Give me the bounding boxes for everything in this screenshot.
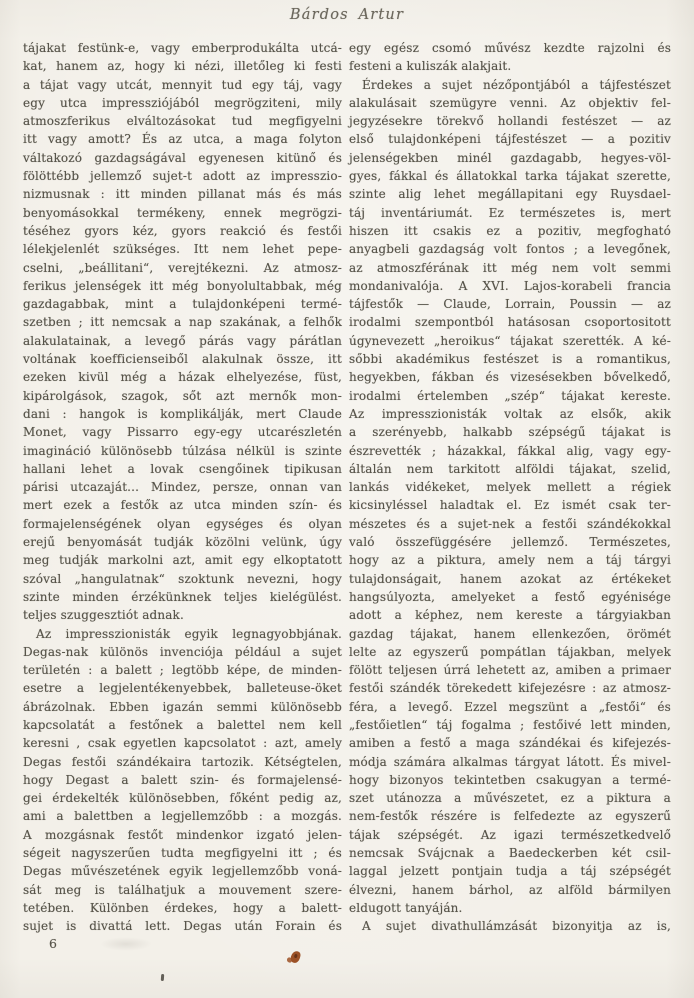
paragraph [349,917,671,935]
ink-blot-stain [290,950,302,964]
text-line: élvezni, hanem bárhol, az alföld bármilyen [349,882,671,897]
text-line: jegyzésekre törekvő hollandi festészet — az [349,114,671,129]
paragraph [23,625,342,936]
text-line: féra, a levegő. Ezzel megszünt a „festői“ és [349,699,671,714]
text-line: teljes szuggesztiót adnak. [23,608,184,623]
text-line: alakulatainak, a levegő párás vagy párátlan [23,333,342,348]
text-line: nem-festők részére is felfedezte az egyszerű [349,809,671,824]
text-line: mondanivalója. A XVI. Lajos-korabeli francia [349,278,671,293]
text-line: alakulásait szemügyre venni. Az objektiv fel- [349,95,671,110]
text-line: téséhez gyors kéz, gyors reakció és festői [23,223,342,238]
text-line: mert ezek a festők az utca minden szín- és [23,498,342,513]
text-line: módja számára alkalmas tárgyat látott. És mivel- [349,754,671,769]
text-line: laggal jelzett pontjain tudja a táj szépségét [349,864,671,879]
running-header-author: Bárdos Artur [289,7,405,23]
text-line: imagináció különösebb túlzása nélkül is szinte [23,443,342,458]
pencil-tick-mark [161,974,164,981]
text-line: szet utánozza a művészetet, ez a piktura a [349,791,671,806]
text-line: a szerényebb, halkabb szépségű tájakat is [349,425,671,440]
text-line: a tájat vagy utcát, mennyit tud egy táj, vagy [23,77,342,92]
paragraph [349,39,671,76]
text-line: lelte az egyszerű pompátlan tájakban, melyek [349,644,671,659]
text-line: sőbbi akadémikus festészet is a romantikus, [349,352,671,367]
text-line: keresni , csak egyetlen kapcsolatot : azt, amely [23,736,342,751]
text-line: amiben a festő a maga szándékai és kifejezés- [349,736,671,751]
text-line: ségeit nagyszerűen tudta megfigyelni itt ; és [23,846,342,861]
text-line: atmoszferikus elváltozásokat tud megfigyelni [23,114,342,129]
text-line: kipárolgások, szagok, sőt azt mernők mon- [23,388,342,403]
text-line: tájak szépségét. Az igazi természetkedvelő [349,827,671,842]
text-line: Az impresszionisták voltak az elsők, akik [349,406,671,421]
text-line: irodalmi szempontból hatásosan csoportositott [349,315,671,330]
text-line: szinte alig lehet megállapitani egy Ruysdael- [349,187,671,202]
text-line: kicsinyléssel haladtak el. Ez ismét csak ter- [349,498,671,513]
text-line: festeni a kuliszák alakjait. [349,59,512,74]
page-number: 6 [49,936,58,951]
text-line: tulajdonságait, hanem azokat az értékeket [349,571,671,586]
text-line: Degas művészetének egyik legjellemzőbb voná- [23,864,342,879]
text-line: A sujet divathullámzását bizonyitja az is, [362,919,671,934]
text-line: festői szándék törekedett kifejezésre : az atmosz- [349,681,671,696]
text-line: formajelenségének olyan egységes és olyan [23,516,342,531]
text-line: ábrázolnak. Ebben igazán semmi különösebb [23,699,342,714]
text-line: úgynevezett „heroikus“ tájakat szerették. A ké- [349,333,671,348]
text-line: tetében. Különben érdekes, hogy a balett- [23,900,342,915]
text-line: váltakozó gazdagságával egyenesen kitünő és [23,150,342,165]
text-line: anyagbeli gazdagság volt fontos ; a levegőnek, [349,242,671,257]
paragraph [349,76,671,918]
text-line: jelenségekben minél gazdagabb, hegyes-völ- [349,150,671,165]
text-line: esetre a legjelentékenyebbek, balleteuse-öket [23,681,342,696]
text-line: nizmusnak : itt minden pillanat más és más [23,187,342,202]
text-line: eldugott tanyáján. [349,900,463,915]
text-line: gazdagabbak, mint a tulajdonképeni termé- [23,297,342,312]
text-line: ferikus jelenségek itt még bonyolultabbak, még [23,278,342,293]
text-line: mészetes és a sujet-nek a festői szándékokkal [349,516,671,531]
text-line: hangsúlyozta, amelyeket a festő egyénisége [349,589,671,604]
text-line: területén : a balett ; legtöbb képe, de minden- [23,663,342,678]
text-line: hiszen itt csakis ez a pozitiv, megfogható [349,223,671,238]
right-text-column [349,39,671,936]
text-line: észrevették ; házakkal, fákkal alig, vagy egy- [349,443,671,458]
text-line: az atmoszférának itt még nem volt semmi [349,260,671,275]
text-line: ezeken kivül még a házak elhelyezése, füst, [23,370,342,385]
text-line: Degas festői szándékaira tartozik. Kétségtelen, [23,754,342,769]
text-line: gazdag tájakat, hanem ellenkezően, örömét [349,626,671,641]
text-line: meg tudják markolni azt, amit egy elkoptatott [23,553,342,568]
left-text-column [23,39,342,936]
text-line: voltának koefficienseiből alakulnak össze, itt [23,352,342,367]
text-line: itt vagy amott? És az utca, a maga folyton [23,132,342,147]
text-line: hogy Degast a balett szin- és formajelensé- [23,772,342,787]
text-line: tájakat festünk-e, vagy emberprodukálta utcá- [23,41,342,55]
text-line: Az impresszionisták egyik legnagyobbjának. [36,626,342,641]
scan-smudge [100,937,152,951]
text-line: hogy az a piktura, amely nem a táj tárgyi [349,553,671,568]
text-line: tájfestők — Claude, Lorrain, Poussin — az [349,297,671,312]
text-line: Degas-nak különös invenciója például a sujet [23,644,342,659]
text-line: sujet is divattá lett. Degas után Forain és [23,919,342,934]
text-line: dani : hangok is komplikálják, mert Claude [23,406,342,421]
text-line: erejű benyomását tudják közölni velünk, úgy [23,535,342,550]
text-line: szóval „hangulatnak“ szoktunk nevezni, hogy [23,571,342,586]
text-line: kapcsolatát a festőnek a balettel nem kell [23,717,342,732]
text-line: hogy bizonyos tekintetben csakugyan a termé- [349,772,671,787]
text-line: hegyekben, fákban és vizesésekben bővelkedő, [349,370,671,385]
text-line: irodalmi értelemben „szép“ tájakat kereste. [349,388,671,403]
paragraph [23,39,342,625]
text-line: Érdekes a sujet nézőpontjából a tájfestészet [362,77,671,92]
text-line: cselni, „beállitani“, verejtékezni. Az atmosz- [23,260,342,275]
text-line: nemcsak Svájcnak a Baedeckerben két csil- [349,846,671,861]
text-line: ami a balettben a legjellemzőbb : a mozgás. [23,809,342,824]
text-line: kat, hanem az, hogy ki nézi, illetőleg ki festi [23,59,342,74]
text-line: sát meg is találhatjuk a mouvement szere- [23,882,342,897]
text-line: hallani lehet a lovak csengőinek tipikusan [23,461,342,476]
text-line: való összefüggésére jellemző. Természetes, [349,535,671,550]
text-line: táj inventáriumát. Ez természetes is, mert [349,205,671,220]
text-line: párisi utcazaját... Mindez, persze, onnan van [23,480,342,495]
text-line: egy utca impressziójából megrögziteni, mily [23,95,342,110]
text-line: adott a képhez, nem kereste a tárgyiakban [349,608,671,623]
text-line: fölöttébb jellemző sujet-t adott az impresszio- [23,169,342,184]
text-line: gyes, fákkal és állatokkal tarka tájakat szerette, [349,169,671,184]
text-line: egy egész csomó művész kezdte rajzolni és [349,41,671,55]
text-line: benyomásokkal termékeny, ennek megrögzi- [23,205,342,220]
text-line: Monet, vagy Pissarro egy-egy utcarészletén [23,425,342,440]
text-line: szinte minden érzékünknek teljes kielégülést. [23,589,342,604]
text-line: lélekjelenlét szükséges. Itt nem lehet pepe- [23,242,342,257]
text-line: általán nem tarkitott alföldi tájakat, szelid, [349,461,671,476]
text-line: lankás vidékeket, melyek mellett a régiek [349,480,671,495]
text-line: A mozgásnak festőt mindenkor izgató jelen- [23,827,342,842]
text-line: szetben ; itt nemcsak a nap szakának, a felhők [23,315,342,330]
text-line: „festőietlen“ táj fogalma ; festőivé lett minden, [349,717,671,732]
text-line: első tulajdonképeni tájfestészet — a pozitiv [349,132,671,147]
text-line: fölött teljesen úrrá lehetett az, amiben a primaer [349,663,671,678]
text-line: gei érdekelték különösebben, főként pedig az, [23,791,342,806]
